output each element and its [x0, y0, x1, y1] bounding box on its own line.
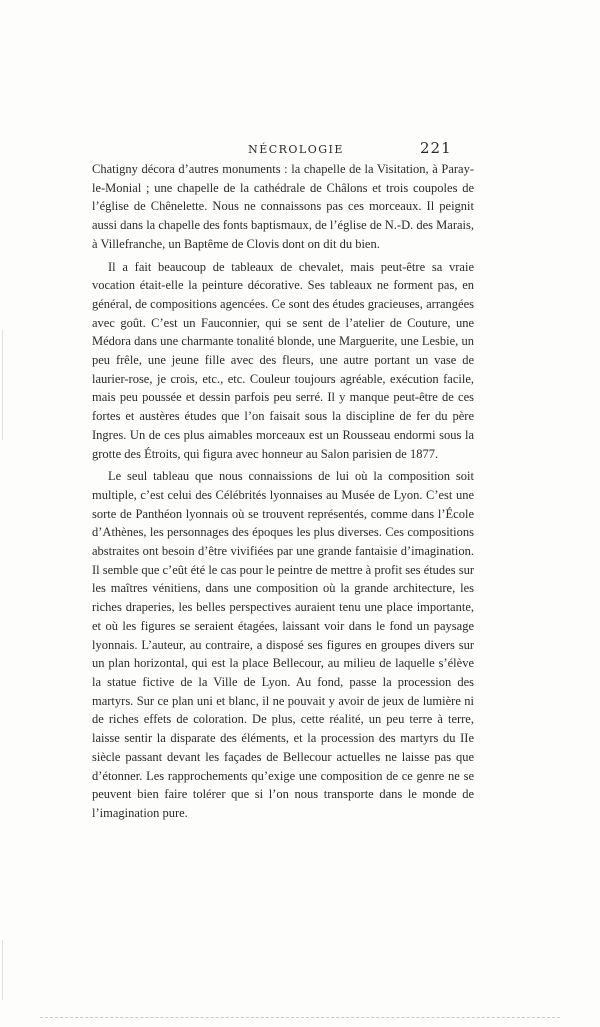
scan-edge-mark	[2, 330, 3, 440]
scan-edge-mark	[2, 940, 3, 1000]
paragraph-3: Le seul tableau que nous connaissions de lui où la composition soit multiple, c’est celui des Célébrités lyonnaises au Musée de Lyon. C’est une sorte de Panthéon lyonnais où se trouvent représentés, comme dans l’École d’Athènes, les personnages des époques les plus diverses. Ces compositions abstraites ont besoin d’être vivifiées par une grande fantaisie d’imagination. Il semble que c’eût été le cas pour le peintre de mettre à profit ses études sur les maîtres vénitiens, dans une composition où la grande architecture, les riches draperies, les belles perspectives auraient tenu une place importante, et où les figures se seraient étagées, laissant voir dans le fond un paysage lyonnais. L’auteur, au contraire, a disposé ses figures en groupes divers sur un plan horizontal, qui est la place Bellecour, au milieu de laquelle s’élève la statue fictive de la Ville de Lyon. Au fond, passe la procession des martyrs. Sur ce plan uni et blanc, il ne pouvait y avoir de jeux de lumière ni de riches effets de coloration. De plus, cette réalité, un peu terre à terre, laisse sentir la disparate des éléments, et la procession des martyrs du IIe siècle passant devant les façades de Bellecour actuelles ne laisse pas que d’étonner. Les rapprochements qu’exige une composition de ce genre ne se peuvent bien faire tolérer que si l’on nous transporte dans le monde de l’imagination pure.	[92, 469, 474, 820]
paragraph-1: Chatigny décora d’autres monuments : la chapelle de la Visitation, à Paray-le-Monial ; une chapelle de la cathédrale de Châlons et trois coupoles de l’église de Chênelette. Nous ne connaissons pas ces morceaux. Il peignit aussi dans la chapelle des fonts baptismaux, de l’église de N.-D. des Marais, à Villefranche, un Baptême de Clovis dont on dit du bien.	[92, 162, 474, 251]
scan-bottom-edge	[40, 1017, 560, 1018]
body-text	[92, 160, 474, 823]
page-number: 221	[420, 139, 452, 157]
paragraph-2: Il a fait beaucoup de tableaux de chevalet, mais peut-être sa vraie vocation était-elle la peinture décorative. Ses tableaux ne forment pas, en général, de compositions agencées. Ce sont des études gracieuses, arrangées avec goût. C’est un Fauconnier, qui se sent de l’atelier de Couture, une Médora dans une charmante tonalité blonde, une Marguerite, une Lesbie, un peu frêle, une jeune fille avec des fleurs, une autre portant un vase de laurier-rose, je crois, etc., etc. Couleur toujours agréable, exécution facile, mais peu poussée et dessin parfois peu serré. Il y manque peut-être de ces fortes et austères études que l’on faisait sous la discipline de fer du père Ingres. Un de ces plus aimables morceaux est un Rousseau endormi sous la grotte des Étroits, qui figura avec honneur au Salon parisien de 1877.	[92, 259, 474, 461]
running-title: NÉCROLOGIE	[248, 143, 344, 156]
